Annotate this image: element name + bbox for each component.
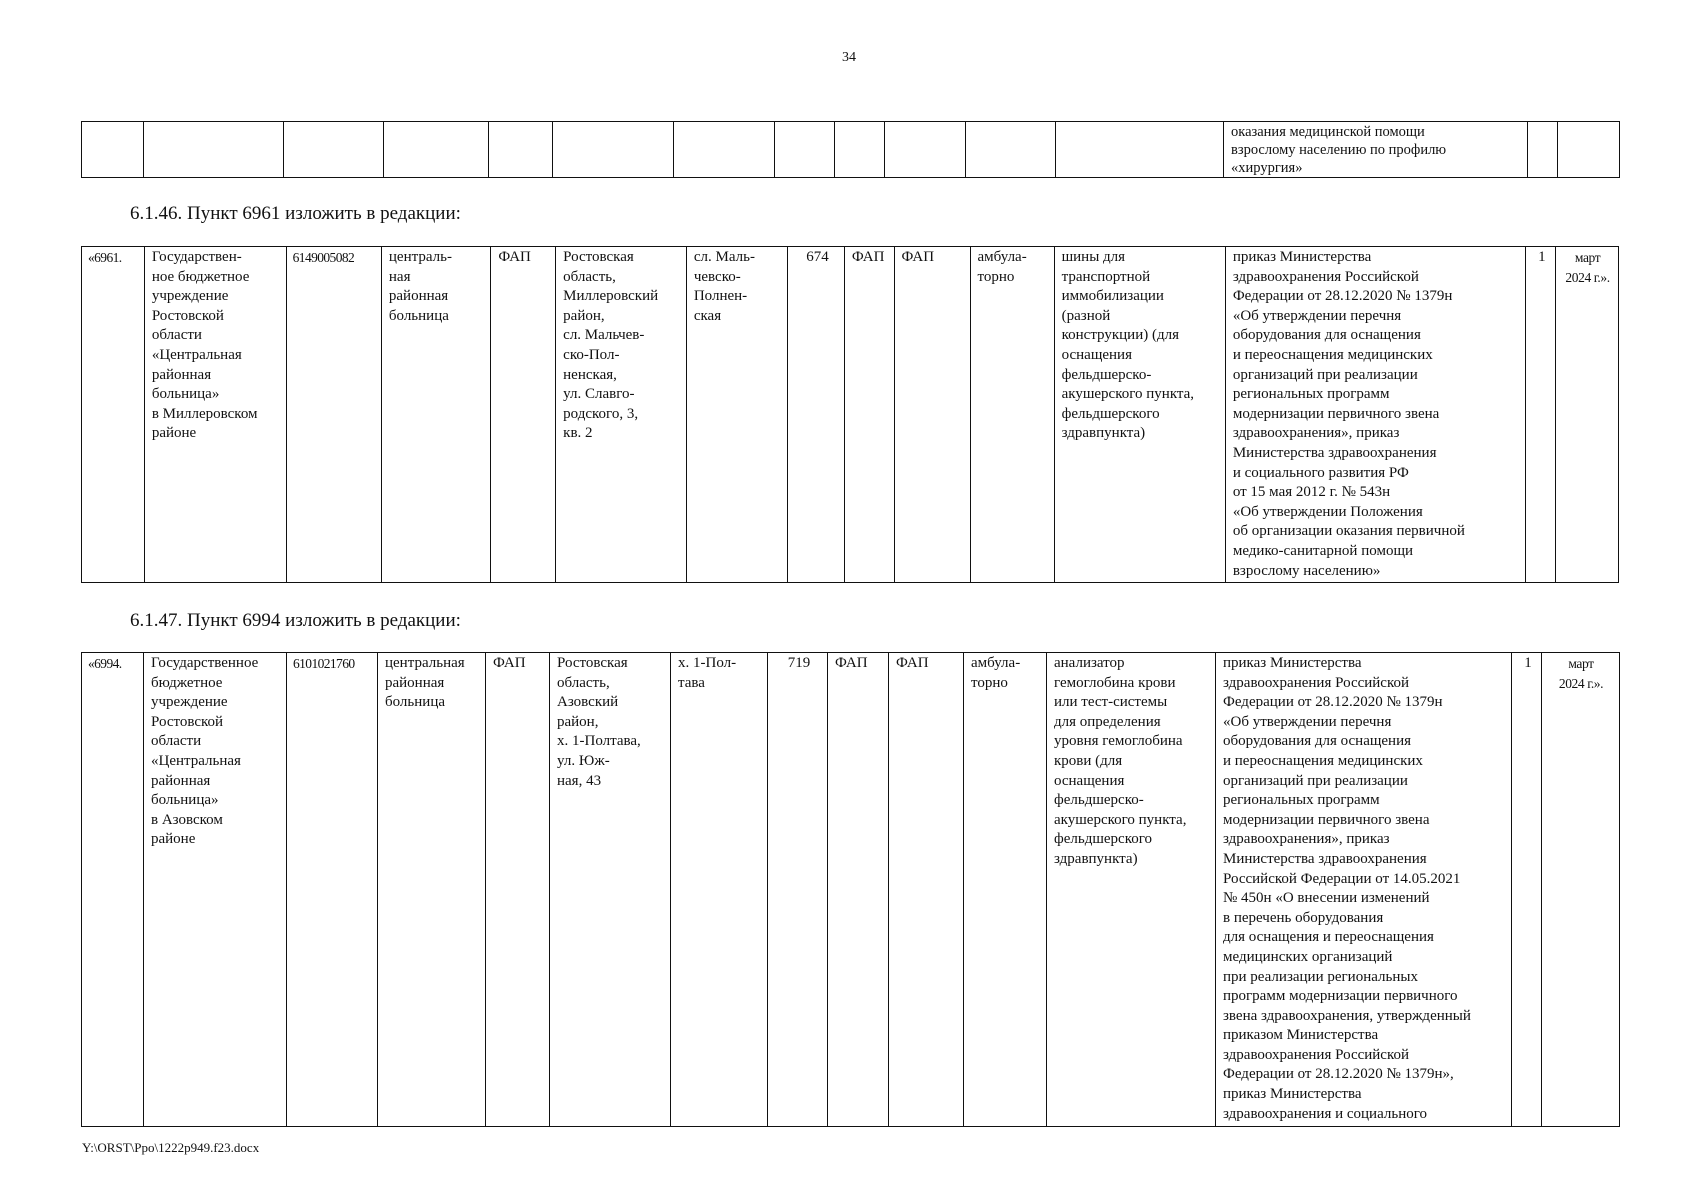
unit-2: ФАП — [889, 653, 964, 1127]
table-row — [82, 247, 1619, 583]
table-cell — [885, 122, 966, 178]
unit-1: ФАП — [844, 247, 894, 583]
row-number: «6961. — [82, 247, 145, 583]
quantity: 1 — [1525, 247, 1555, 583]
table-cell — [82, 122, 144, 178]
address: Ростовская область, Азовский район, х. 1-Полтава, ул. Юж- ная, 43 — [550, 653, 671, 1127]
equipment: анализатор гемоглобина крови или тест-системы для определения уровня гемоглобина крови (для оснащения фельдшерско- акушерского пункта, фельдшерского здравпункта) — [1047, 653, 1216, 1127]
unit-1: ФАП — [828, 653, 889, 1127]
table-cell — [144, 122, 284, 178]
table-cell — [966, 122, 1056, 178]
organization-name: Государствен- ное бюджетное учреждение Ростовской области «Центральная районная больница» в Миллеровском районе — [144, 247, 286, 583]
item-table-6961 — [81, 246, 1619, 583]
organization-type: централь- ная районная больница — [381, 247, 490, 583]
legal-basis: приказ Министерства здравоохранения Российской Федерации от 28.12.2020 № 1379н «Об утверждении перечня оборудования для оснащения и переоснащения медицинских организаций при реализации региональных программ модернизации первичного звена здравоохранения», приказ Министерства здравоохранения и социального развития РФ от 15 мая 2012 г. № 543н «Об утверждении Положения об организации оказания первичной медико-санитарной помощи взрослому населению» — [1225, 247, 1525, 583]
legal-basis: приказ Министерства здравоохранения Российской Федерации от 28.12.2020 № 1379н «Об утверждении перечня оборудования для оснащения и переоснащения медицинских организаций при реализации региональных программ модернизации первичного звена здравоохранения», приказ Министерства здравоохранения Российской Федерации от 14.05.2021 № 450н «О внесении изменений в перечень оборудования для оснащения и переоснащения медицинских организаций при реализации региональных программ модернизации первичного звена здравоохранения, утвержденный приказом Министерства здравоохранения Российской Федерации от 28.12.2020 № 1379н», приказ Министерства здравоохранения и социального — [1216, 653, 1512, 1127]
address: Ростовская область, Миллеровский район, сл. Мальчев- ско-Пол- ненская, ул. Славго- родского, 3, кв. 2 — [556, 247, 687, 583]
section-heading-6994: 6.1.47. Пункт 6994 изложить в редакции: — [130, 610, 461, 631]
facility-kind: ФАП — [491, 247, 556, 583]
inn-code: 6101021760 — [287, 653, 378, 1127]
organization-name: Государственное бюджетное учреждение Ростовской области «Центральная районная больница» в Азовском районе — [144, 653, 287, 1127]
file-path-footer: Y:\ORST\Ppo\1222p949.f23.docx — [82, 1140, 260, 1155]
inn-code: 6149005082 — [286, 247, 381, 583]
table-cell — [1056, 122, 1224, 178]
quantity: 1 — [1512, 653, 1542, 1127]
table-cell — [553, 122, 674, 178]
date: март 2024 г.». — [1556, 247, 1619, 583]
row-number: «6994. — [82, 653, 144, 1127]
table-cell — [384, 122, 489, 178]
basis-cell: оказания медицинской помощи взрослому населению по профилю «хирургия» — [1224, 122, 1528, 178]
facility-kind: ФАП — [486, 653, 550, 1127]
table-cell — [1528, 122, 1558, 178]
item-table-6994 — [81, 652, 1620, 1127]
care-form: амбула- торно — [970, 247, 1054, 583]
table-cell — [835, 122, 885, 178]
settlement: сл. Маль- чевско- Полнен- ская — [686, 247, 787, 583]
code: 674 — [788, 247, 845, 583]
settlement: х. 1-Пол- тава — [671, 653, 768, 1127]
continuation-table — [81, 121, 1620, 178]
table-cell — [674, 122, 775, 178]
table-row — [82, 122, 1620, 178]
code: 719 — [768, 653, 828, 1127]
table-cell — [775, 122, 835, 178]
care-form: амбула- торно — [964, 653, 1047, 1127]
unit-2: ФАП — [894, 247, 970, 583]
table-cell — [284, 122, 384, 178]
table-row — [82, 653, 1620, 1127]
page-number: 34 — [842, 50, 856, 65]
organization-type: центральная районная больница — [378, 653, 486, 1127]
section-heading-6961: 6.1.46. Пункт 6961 изложить в редакции: — [130, 203, 461, 224]
date: март 2024 г.». — [1542, 653, 1620, 1127]
equipment: шины для транспортной иммобилизации (разной конструкции) (для оснащения фельдшерско- акушерского пункта, фельдшерского здравпункта) — [1054, 247, 1225, 583]
table-cell — [489, 122, 553, 178]
table-cell — [1558, 122, 1620, 178]
